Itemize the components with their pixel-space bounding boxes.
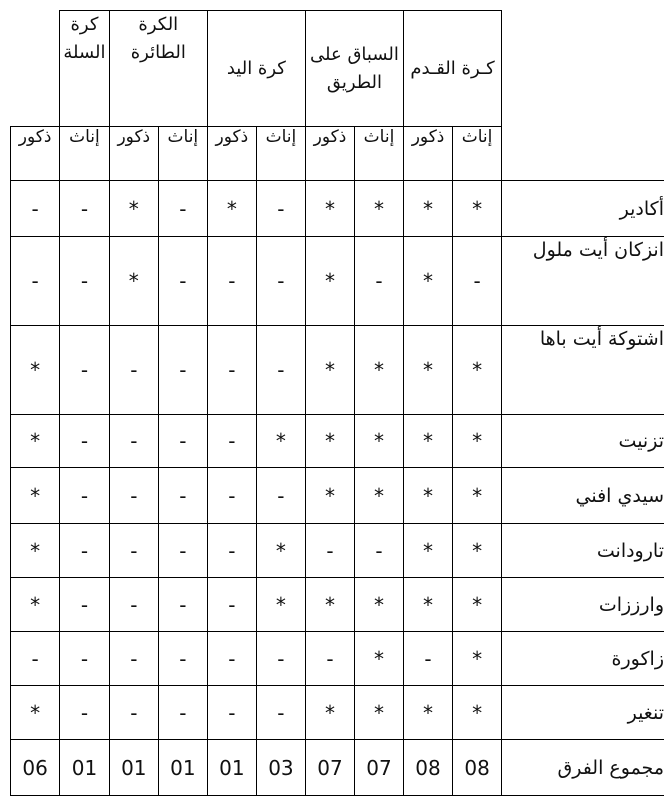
total-cell: 01 — [60, 740, 110, 796]
total-cell: 08 — [453, 740, 502, 796]
total-cell: 01 — [158, 740, 207, 796]
totals-label: مجموع الفرق — [502, 740, 664, 796]
region-row — [11, 524, 664, 578]
total-cell: 07 — [355, 740, 404, 796]
mark-cell: - — [158, 326, 207, 415]
mark-cell: * — [11, 326, 60, 415]
mark-cell: - — [60, 468, 110, 524]
group-basketball: كرة السلة — [60, 11, 110, 127]
total-cell: 01 — [207, 740, 256, 796]
mark-cell: * — [453, 686, 502, 740]
mark-cell: - — [60, 578, 110, 632]
mark-cell: * — [403, 181, 452, 237]
mark-cell: - — [109, 415, 158, 468]
mark-cell: - — [207, 578, 256, 632]
mark-cell: - — [256, 632, 305, 686]
mark-cell: * — [355, 326, 404, 415]
mark-cell: - — [207, 632, 256, 686]
total-cell: 07 — [305, 740, 354, 796]
mark-cell: * — [453, 326, 502, 415]
mark-cell: - — [109, 578, 158, 632]
mark-cell: * — [453, 415, 502, 468]
mark-cell: * — [453, 181, 502, 237]
region-name: تارودانت — [502, 524, 664, 578]
mark-cell: * — [403, 686, 452, 740]
mark-cell: - — [207, 468, 256, 524]
mark-cell: * — [305, 181, 354, 237]
region-name: زاكورة — [502, 632, 664, 686]
mark-cell: * — [256, 415, 305, 468]
mark-cell: - — [453, 237, 502, 326]
region-name: وارززات — [502, 578, 664, 632]
region-row — [11, 632, 664, 686]
mark-cell: - — [11, 237, 60, 326]
mark-cell: - — [305, 632, 354, 686]
mark-cell: * — [453, 578, 502, 632]
mark-cell: - — [207, 237, 256, 326]
mark-cell: * — [403, 415, 452, 468]
mark-cell: - — [305, 524, 354, 578]
mark-cell: * — [403, 237, 452, 326]
mark-cell: - — [11, 632, 60, 686]
mark-cell: * — [355, 468, 404, 524]
mark-cell: - — [109, 326, 158, 415]
mark-cell: - — [158, 181, 207, 237]
mark-cell: * — [403, 524, 452, 578]
total-cell: 01 — [109, 740, 158, 796]
mark-cell: - — [158, 237, 207, 326]
mark-cell: - — [158, 524, 207, 578]
group-football: كـرة القـدم — [403, 11, 501, 127]
mark-cell: - — [256, 181, 305, 237]
mark-cell: * — [11, 415, 60, 468]
sub-header: ذكور — [109, 127, 158, 181]
mark-cell: - — [158, 415, 207, 468]
mark-cell: * — [11, 468, 60, 524]
mark-cell: - — [109, 632, 158, 686]
mark-cell: - — [256, 326, 305, 415]
sub-header: إناث — [60, 127, 110, 181]
sub-header: ذكور — [403, 127, 452, 181]
empty-corner — [502, 11, 664, 127]
total-cell: 03 — [256, 740, 305, 796]
group-road-race: السباق على الطريق — [305, 11, 403, 127]
region-row — [11, 326, 664, 415]
sports-teams-table — [10, 10, 664, 796]
total-cell: 08 — [403, 740, 452, 796]
mark-cell: - — [355, 524, 404, 578]
mark-cell: * — [305, 326, 354, 415]
sub-header: إناث — [256, 127, 305, 181]
mark-cell: - — [109, 468, 158, 524]
region-row — [11, 415, 664, 468]
mark-cell: * — [207, 181, 256, 237]
sub-header-row — [11, 127, 664, 181]
mark-cell: - — [60, 524, 110, 578]
mark-cell: * — [453, 468, 502, 524]
mark-cell: - — [158, 686, 207, 740]
mark-cell: - — [60, 326, 110, 415]
mark-cell: - — [207, 415, 256, 468]
mark-cell: * — [109, 181, 158, 237]
region-name: تنغير — [502, 686, 664, 740]
sub-header: ذكور — [207, 127, 256, 181]
region-name: تزنيت — [502, 415, 664, 468]
sub-header: ذكور — [305, 127, 354, 181]
mark-cell: * — [403, 468, 452, 524]
region-row — [11, 468, 664, 524]
group-volleyball: الكرة الطائرة — [109, 11, 207, 127]
region-row — [11, 237, 664, 326]
region-name: اشتوكة أيت باها — [502, 326, 664, 415]
mark-cell: - — [207, 686, 256, 740]
mark-cell: * — [355, 181, 404, 237]
mark-cell: * — [256, 524, 305, 578]
mark-cell: - — [207, 326, 256, 415]
mark-cell: * — [355, 415, 404, 468]
sports-table-container — [10, 10, 664, 796]
mark-cell: * — [355, 686, 404, 740]
mark-cell: - — [256, 468, 305, 524]
mark-cell: - — [256, 686, 305, 740]
mark-cell: * — [453, 524, 502, 578]
group-header-row — [11, 11, 664, 127]
mark-cell: - — [109, 524, 158, 578]
region-row — [11, 686, 664, 740]
mark-cell: - — [158, 578, 207, 632]
mark-cell: * — [305, 686, 354, 740]
mark-cell: * — [11, 578, 60, 632]
total-cell: 06 — [11, 740, 60, 796]
empty-corner-2 — [502, 127, 664, 181]
mark-cell: * — [305, 415, 354, 468]
sub-header: إناث — [453, 127, 502, 181]
mark-cell: - — [60, 632, 110, 686]
mark-cell: * — [305, 578, 354, 632]
group-handball: كرة اليد — [207, 11, 305, 127]
totals-row — [11, 740, 664, 796]
mark-cell: - — [355, 237, 404, 326]
mark-cell: - — [403, 632, 452, 686]
region-name: سيدي افني — [502, 468, 664, 524]
mark-cell: * — [305, 468, 354, 524]
sub-header: إناث — [158, 127, 207, 181]
mark-cell: - — [158, 468, 207, 524]
region-name: انزكان أيت ملول — [502, 237, 664, 326]
mark-cell: - — [158, 632, 207, 686]
sub-header: ذكور — [11, 127, 60, 181]
mark-cell: * — [453, 632, 502, 686]
mark-cell: - — [60, 237, 110, 326]
mark-cell: - — [60, 686, 110, 740]
mark-cell: - — [207, 524, 256, 578]
mark-cell: * — [305, 237, 354, 326]
mark-cell: - — [60, 181, 110, 237]
mark-cell: * — [355, 632, 404, 686]
sub-header: إناث — [355, 127, 404, 181]
mark-cell: * — [11, 524, 60, 578]
mark-cell: * — [403, 578, 452, 632]
region-row — [11, 578, 664, 632]
mark-cell: * — [256, 578, 305, 632]
mark-cell: - — [60, 415, 110, 468]
mark-cell: - — [256, 237, 305, 326]
mark-cell: * — [403, 326, 452, 415]
mark-cell: * — [109, 237, 158, 326]
mark-cell: - — [11, 181, 60, 237]
mark-cell: * — [11, 686, 60, 740]
mark-cell: * — [355, 578, 404, 632]
region-row — [11, 181, 664, 237]
mark-cell: - — [109, 686, 158, 740]
region-name: أكادير — [502, 181, 664, 237]
